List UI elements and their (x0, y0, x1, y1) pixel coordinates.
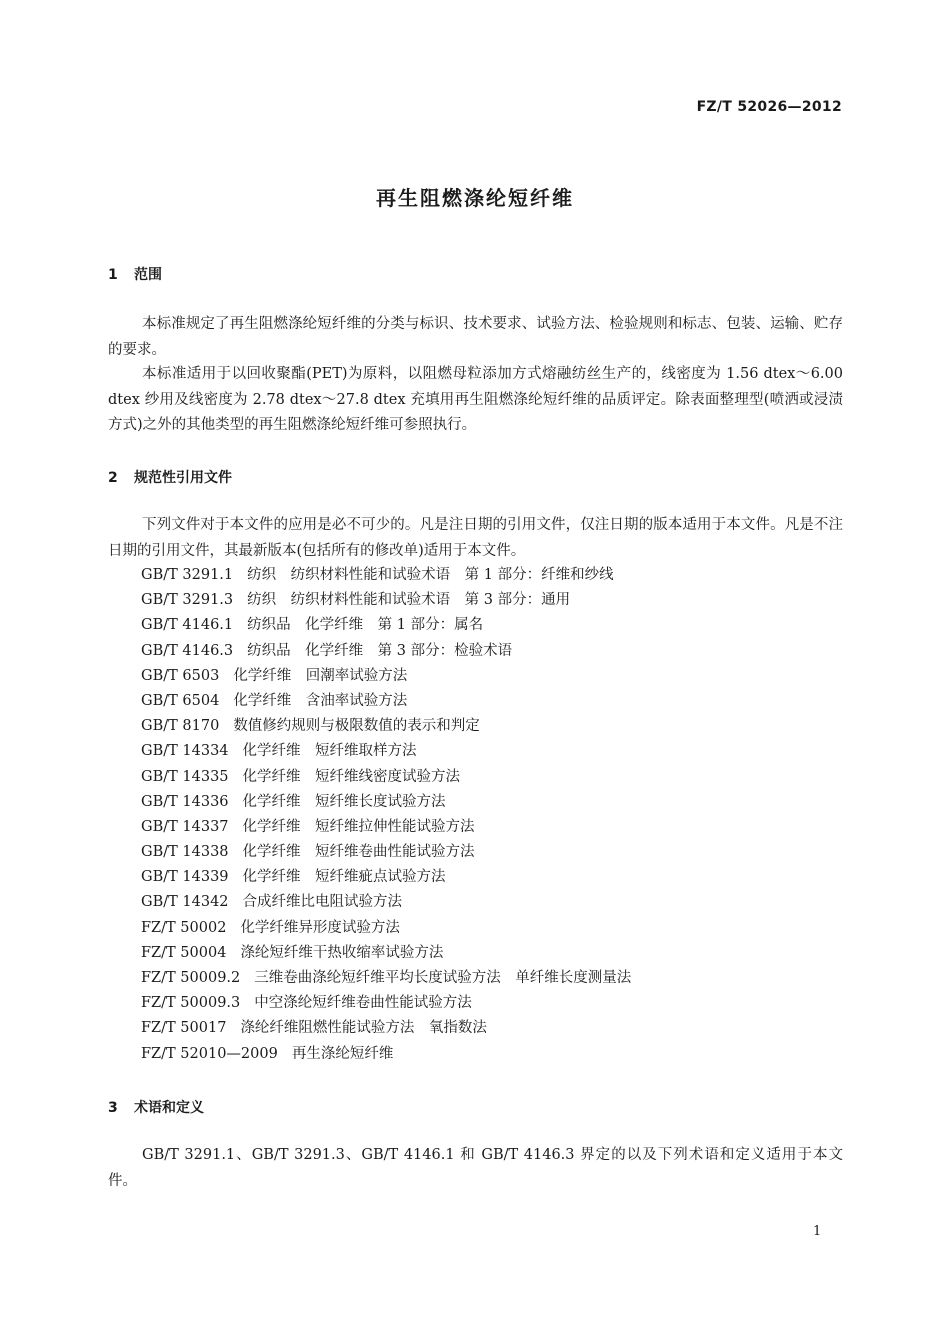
reference-code: FZ/T 50009.3 (141, 995, 241, 1012)
reference-code: GB/T 14342 (141, 894, 229, 911)
reference-item (141, 689, 631, 714)
reference-code: GB/T 4146.1 (141, 617, 234, 634)
reference-item (141, 865, 631, 890)
reference-name: 化学纤维 回潮率试验方法 (233, 667, 408, 684)
reference-list (141, 563, 631, 1067)
reference-name: 涤纶纤维阻燃性能试验方法 氧指数法 (240, 1020, 487, 1037)
reference-name: 化学纤维 短纤维拉伸性能试验方法 (242, 818, 475, 835)
reference-name: 化学纤维异形度试验方法 (240, 919, 400, 936)
document-title: 再生阻燃涤纶短纤维 (376, 186, 574, 210)
reference-item (141, 588, 631, 613)
reference-code: GB/T 14337 (141, 818, 229, 835)
reference-item (141, 840, 631, 865)
reference-item (141, 916, 631, 941)
reference-code: GB/T 3291.3 (141, 592, 234, 609)
page-number: 1 (813, 1224, 822, 1239)
scope-paragraph-1: 本标准规定了再生阻燃涤纶短纤维的分类与标识、技术要求、试验方法、检验规则和标志、包装、运输、贮存的要求。 (108, 316, 843, 358)
reference-item (141, 739, 631, 764)
reference-name: 再生涤纶短纤维 (291, 1045, 394, 1062)
reference-item (141, 966, 631, 991)
reference-code: FZ/T 52010—2009 (141, 1045, 278, 1062)
reference-name: 化学纤维 短纤维线密度试验方法 (242, 768, 461, 785)
terms-paragraph: GB/T 3291.1、GB/T 3291.3、GB/T 4146.1 和 GB/T 4146.3 界定的以及下列术语和定义适用于本文件。 (108, 1147, 843, 1189)
reference-code: GB/T 14338 (141, 844, 229, 861)
reference-item (141, 765, 631, 790)
reference-code: GB/T 6503 (141, 667, 220, 684)
reference-code: FZ/T 50004 (141, 944, 227, 961)
references-intro-paragraph: 下列文件对于本文件的应用是必不可少的。凡是注日期的引用文件，仅注日期的版本适用于本文件。凡是不注日期的引用文件，其最新版本(包括所有的修改单)适用于本文件。 (108, 517, 843, 559)
scope-paragraph-2: 本标准适用于以回收聚酯(PET)为原料，以阻燃母粒添加方式熔融纺丝生产的，线密度为 1.56 dtex～6.00 dtex 纱用及线密度为 2.78 dtex～27.8 dtex 充填用再生阻燃涤纶短纤维的品质评定。除表面整理型(喷洒或浸渍方式)之外的其他类型的再生阻燃涤纶短纤维可参照执行。 (108, 366, 843, 433)
reference-code: GB/T 8170 (141, 718, 220, 735)
section-number: 3 (108, 1100, 118, 1116)
section-number: 2 (108, 470, 118, 486)
reference-name: 纺织 纺织材料性能和试验术语 第 1 部分：纤维和纱线 (247, 567, 614, 583)
reference-name: 化学纤维 短纤维长度试验方法 (242, 793, 446, 810)
reference-code: GB/T 14335 (141, 768, 229, 785)
section-heading-scope (108, 264, 162, 284)
section-number: 1 (108, 267, 118, 283)
reference-item (141, 790, 631, 815)
reference-name: 纺织品 化学纤维 第 1 部分：属名 (247, 617, 484, 634)
reference-item (141, 815, 631, 840)
section-title: 范围 (134, 267, 162, 283)
reference-name: 纺织品 化学纤维 第 3 部分：检验术语 (247, 642, 513, 659)
reference-item (141, 890, 631, 915)
reference-item (141, 991, 631, 1016)
reference-code: FZ/T 50009.2 (141, 970, 241, 986)
reference-name: 化学纤维 短纤维疵点试验方法 (242, 869, 446, 886)
reference-item (141, 664, 631, 689)
standard-code: FZ/T 52026—2012 (696, 99, 842, 115)
reference-code: GB/T 4146.3 (141, 642, 234, 659)
reference-name: 中空涤纶短纤维卷曲性能试验方法 (254, 995, 472, 1012)
reference-code: FZ/T 50002 (141, 919, 227, 936)
reference-code: GB/T 6504 (141, 692, 220, 709)
section-heading-normative-references (108, 467, 232, 487)
reference-name: 三维卷曲涤纶短纤维平均长度试验方法 单纤维长度测量法 (254, 970, 632, 986)
reference-name: 化学纤维 含油率试验方法 (233, 692, 408, 709)
reference-item (141, 563, 631, 588)
reference-code: FZ/T 50017 (141, 1020, 227, 1037)
reference-item (141, 1016, 631, 1041)
reference-code: GB/T 14334 (141, 743, 229, 760)
reference-name: 化学纤维 短纤维卷曲性能试验方法 (242, 844, 475, 861)
section-title: 规范性引用文件 (134, 470, 232, 486)
reference-code: GB/T 3291.1 (141, 567, 234, 583)
reference-code: GB/T 14336 (141, 793, 229, 810)
reference-code: GB/T 14339 (141, 869, 229, 886)
reference-item (141, 714, 631, 739)
section-heading-terms-definitions (108, 1097, 204, 1117)
reference-item (141, 639, 631, 664)
reference-item (141, 613, 631, 638)
section-title: 术语和定义 (134, 1100, 204, 1116)
reference-name: 涤纶短纤维干热收缩率试验方法 (240, 944, 444, 961)
reference-item (141, 941, 631, 966)
reference-name: 化学纤维 短纤维取样方法 (242, 743, 417, 760)
reference-name: 合成纤维比电阻试验方法 (242, 894, 403, 911)
reference-name: 数值修约规则与极限数值的表示和判定 (233, 718, 480, 735)
reference-name: 纺织 纺织材料性能和试验术语 第 3 部分：通用 (247, 592, 571, 609)
reference-item (141, 1042, 631, 1067)
